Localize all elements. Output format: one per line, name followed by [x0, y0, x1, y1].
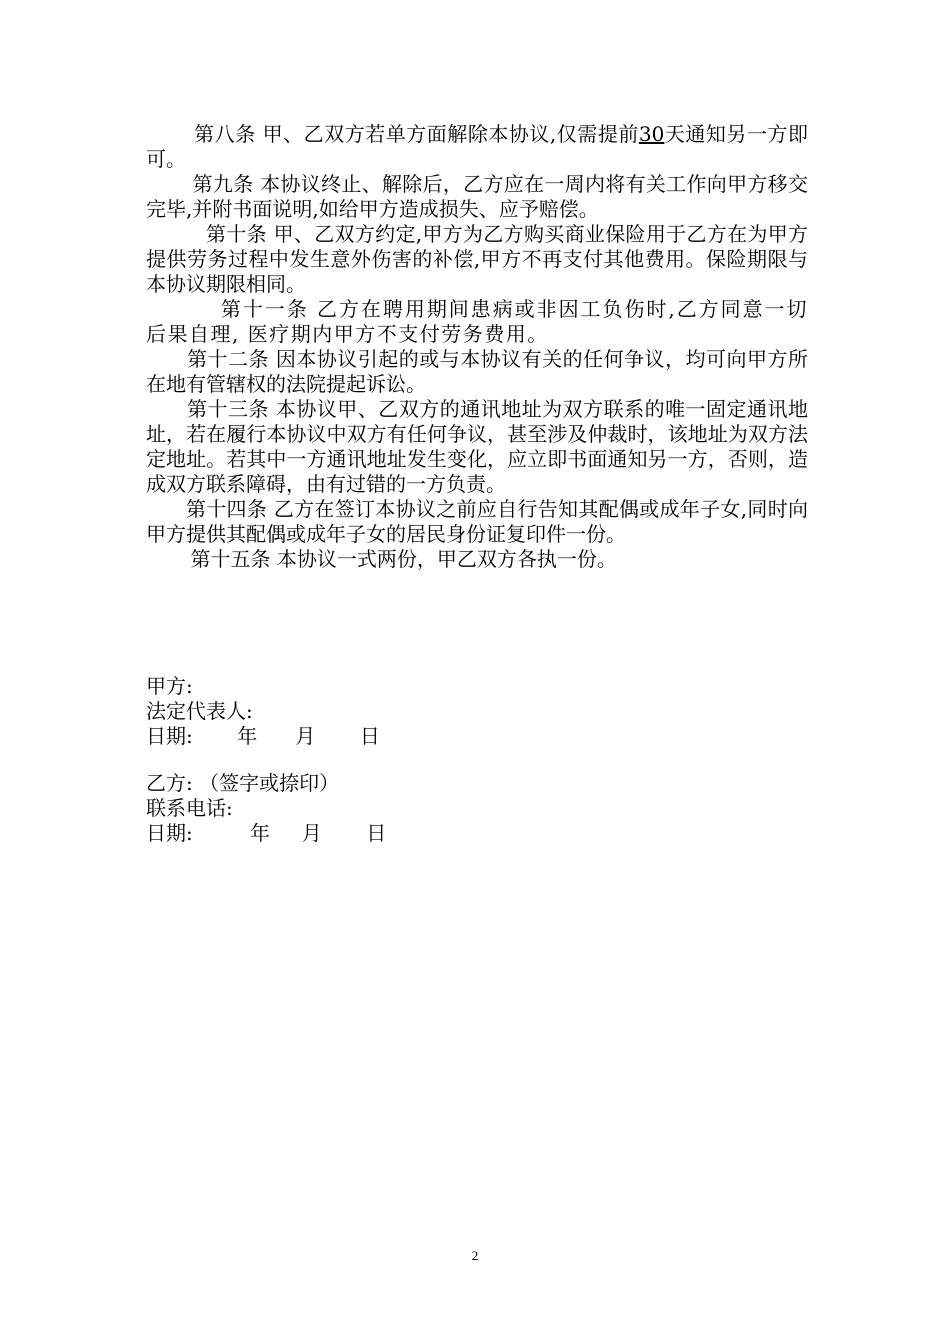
article-10-text: 第十条 甲、乙双方约定,甲方为乙方购买商业保险用于乙方在为甲方提供劳务过程中发生意外伤害的补偿,甲方不再支付其他费用。保险期限与本协议期限相同。 — [146, 222, 809, 296]
party-b-date: 日期: 年 月 日 — [146, 821, 387, 845]
article-14-text: 第十四条 乙方在签订本协议之前应自行告知其配偶或成年子女,同时向甲方提供其配偶或成年子女的居民身份证复印件一份。 — [146, 497, 808, 546]
article-indent — [146, 297, 221, 321]
article-indent — [146, 122, 194, 146]
article-10 — [146, 222, 808, 297]
article-11-text: 第十一条 乙方在聘用期间患病或非因工负伤时,乙方同意一切后果自理, 医疗期内甲方不支付劳务费用。 — [146, 297, 808, 346]
article-13 — [146, 397, 808, 497]
article-15-text: 第十五条 本协议一式两份，甲乙双方各执一份。 — [190, 547, 617, 571]
party-a-signature-block — [146, 674, 646, 749]
agreement-articles — [146, 122, 808, 572]
contact-phone-label: 联系电话: — [146, 796, 233, 820]
article-9-text: 第九条 本协议终止、解除后，乙方应在一周内将有关工作向甲方移交完毕,并附书面说明,如给甲方造成损失、应予赔偿。 — [146, 172, 808, 221]
party-a-label: 甲方: — [146, 674, 193, 698]
article-12-text: 第十二条 因本协议引起的或与本协议有关的任何争议，均可向甲方所在地有管辖权的法院提起诉讼。 — [146, 347, 808, 396]
party-a-date: 日期: 年 月 日 — [146, 724, 380, 748]
article-13-text: 第十三条 本协议甲、乙双方的通讯地址为双方联系的唯一固定通讯地址，若在履行本协议中双方有任何争议，甚至涉及仲裁时，该地址为双方法定地址。若其中一方通讯地址发生变化，应立即书面通知另一方，否则，造成双方联系障碍，由有过错的一方负责。 — [146, 397, 808, 496]
article-8 — [146, 122, 808, 172]
article-14 — [146, 497, 808, 547]
article-8-text-end: 天通知另一方即可。 — [146, 122, 808, 171]
page-number: 2 — [471, 1248, 479, 1263]
article-indent — [146, 547, 191, 571]
article-indent — [146, 497, 186, 521]
article-12 — [146, 347, 808, 397]
article-9 — [146, 172, 808, 222]
party-b-signature-block — [146, 771, 646, 846]
notice-days: 30 — [638, 122, 665, 146]
article-indent — [146, 172, 193, 196]
legal-representative-label: 法定代表人: — [146, 699, 253, 723]
article-indent — [146, 397, 187, 421]
article-indent — [146, 222, 206, 246]
article-indent — [146, 347, 187, 371]
article-11 — [146, 297, 808, 347]
article-8-text: 第八条 甲、乙双方若单方面解除本协议,仅需提前 — [194, 122, 639, 146]
party-b-label: 乙方: （签字或捺印） — [146, 771, 340, 795]
article-15 — [146, 547, 808, 572]
